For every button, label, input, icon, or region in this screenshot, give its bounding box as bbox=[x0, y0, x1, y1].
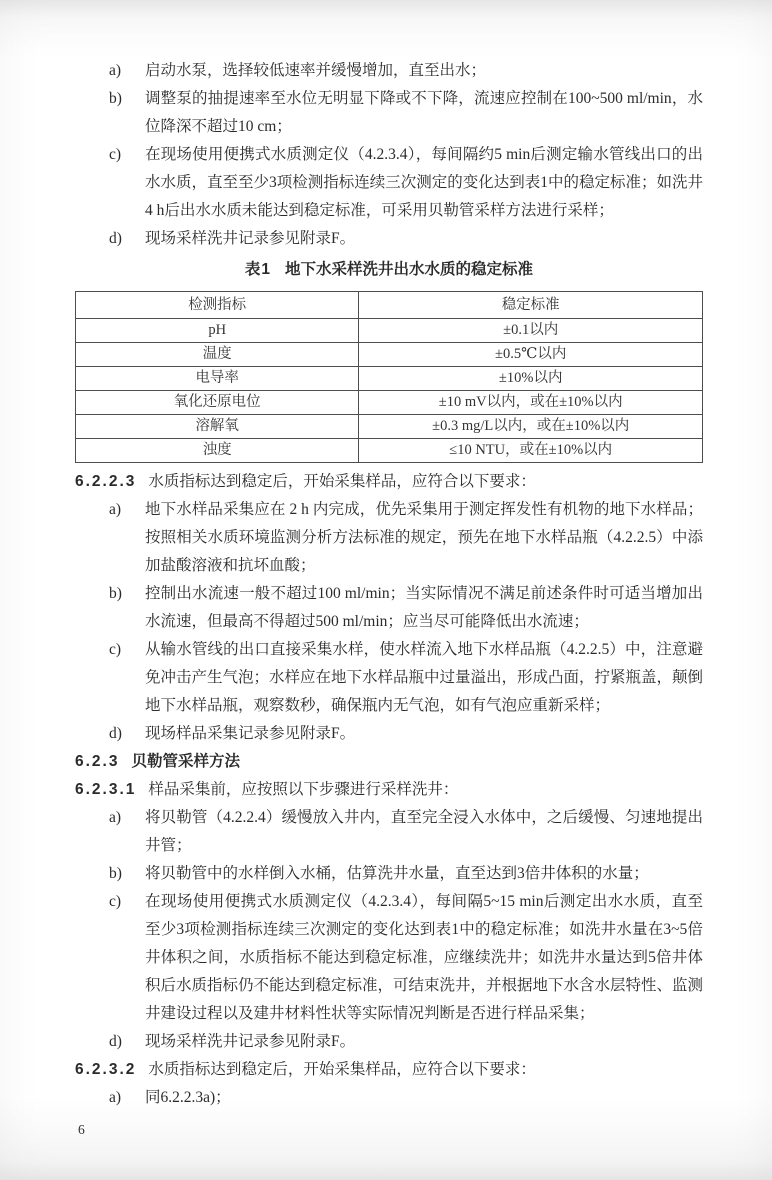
table-cell-standard: ±10%以内 bbox=[359, 367, 703, 391]
page-number: 6 bbox=[78, 1122, 85, 1137]
table-cell-indicator: 溶解氧 bbox=[76, 415, 359, 439]
list-item bbox=[75, 804, 703, 860]
list-item-label: a) bbox=[109, 1089, 122, 1106]
list-item-text: 控制出水流速一般不超过100 ml/min；当实际情况不满足前述条件时可适当增加出水流速，但最高不得超过500 ml/min；应当尽可能降低出水流速； bbox=[145, 585, 703, 630]
list-item bbox=[75, 141, 703, 225]
list-item-text: 将贝勒管（4.2.2.4）缓慢放入井内，直至完全浸入水体中，之后缓慢、匀速地提出井管； bbox=[145, 809, 703, 854]
clause-number: 6.2.2.3 bbox=[75, 473, 137, 490]
clause-number: 6.2.3.1 bbox=[75, 781, 137, 798]
table-caption-label: 表1 bbox=[244, 261, 272, 278]
list-item bbox=[75, 720, 703, 748]
lettered-list-6232 bbox=[75, 1084, 703, 1112]
list-item-label: d) bbox=[109, 1033, 122, 1050]
list-item-text: 从输水管线的出口直接采集水样，使水样流入地下水样品瓶（4.2.2.5）中，注意避免冲击产生气泡；水样应在地下水样品瓶中过量溢出，形成凸面，拧紧瓶盖，颠倒地下水样品瓶，观察数秒，确保瓶内无气泡，如有气泡应重新采样； bbox=[145, 641, 704, 714]
list-item bbox=[75, 496, 703, 580]
list-item-text: 现场采样洗井记录参见附录F。 bbox=[145, 1033, 356, 1050]
list-item-text: 同6.2.2.3a)； bbox=[145, 1089, 231, 1106]
list-item-text: 调整泵的抽提速率至水位无明显下降或不下降，流速应控制在100~500 ml/min，水位降深不超过10 cm； bbox=[145, 90, 703, 135]
clause-text: 水质指标达到稳定后，开始采集样品，应符合以下要求： bbox=[148, 1061, 536, 1078]
clause-6-2-3-2 bbox=[75, 1056, 703, 1084]
list-item bbox=[75, 1028, 703, 1056]
table-cell-indicator: pH bbox=[76, 319, 359, 343]
list-item bbox=[75, 85, 703, 141]
table-cell-standard: ±0.1以内 bbox=[359, 319, 703, 343]
table-cell-indicator: 电导率 bbox=[76, 367, 359, 391]
list-item-text: 启动水泵，选择较低速率并缓慢增加，直至出水； bbox=[145, 62, 487, 79]
list-item bbox=[75, 225, 703, 253]
table-row bbox=[76, 343, 703, 367]
list-item-label: d) bbox=[109, 230, 122, 247]
table-cell-standard: ±0.5℃以内 bbox=[359, 343, 703, 367]
table-header-row bbox=[76, 292, 703, 319]
heading-text: 贝勒管采样方法 bbox=[131, 753, 240, 770]
list-item-text: 将贝勒管中的水样倒入水桶，估算洗井水量，直至达到3倍井体积的水量； bbox=[145, 865, 649, 882]
lettered-list-6223 bbox=[75, 496, 703, 748]
list-item bbox=[75, 888, 703, 1028]
table-cell-standard: ≤10 NTU，或在±10%以内 bbox=[359, 439, 703, 463]
list-item-text: 现场采样洗井记录参见附录F。 bbox=[145, 230, 356, 247]
list-item-text: 现场样品采集记录参见附录F。 bbox=[145, 725, 356, 742]
table-row bbox=[76, 415, 703, 439]
list-item-label: a) bbox=[109, 501, 122, 518]
list-item-text: 在现场使用便携式水质测定仪（4.2.3.4），每间隔5~15 min后测定出水水质，直至至少3项检测指标连续三次测定的变化达到表1中的稳定标准；如洗井水量在3~5倍井体积之间，水质指标不能达到稳定标准，应继续洗井；如洗井水量达到5倍井体积后水质指标仍不能达到稳定标准，可结束洗井，并根据地下水含水层特性、监测井建设过程以及建井材料性状等实际情况判断是否进行样品采集； bbox=[145, 893, 704, 1022]
list-item bbox=[75, 636, 703, 720]
clause-number: 6.2.3.2 bbox=[75, 1061, 137, 1078]
table-cell-indicator: 浊度 bbox=[76, 439, 359, 463]
list-item bbox=[75, 1084, 703, 1112]
list-item-label: a) bbox=[109, 62, 122, 79]
list-item-label: b) bbox=[109, 585, 122, 602]
table-cell-standard: ±10 mV以内，或在±10%以内 bbox=[359, 391, 703, 415]
page-content bbox=[75, 57, 703, 1112]
table-cell-indicator: 氧化还原电位 bbox=[76, 391, 359, 415]
table-caption-title: 地下水采样洗井出水水质的稳定标准 bbox=[285, 261, 534, 278]
column-header-standard: 稳定标准 bbox=[359, 292, 703, 319]
list-item-label: b) bbox=[109, 90, 122, 107]
section-heading-6-2-3 bbox=[75, 748, 703, 776]
table-1 bbox=[75, 291, 703, 463]
list-item-label: c) bbox=[109, 893, 122, 910]
list-item-text: 在现场使用便携式水质测定仪（4.2.3.4），每间隔约5 min后测定输水管线出口的出水水质，直至至少3项检测指标连续三次测定的变化达到表1中的稳定标准；如洗井4 h后出水水质未能达到稳定标准，可采用贝勒管采样方法进行采样； bbox=[145, 146, 704, 219]
lettered-list-6222 bbox=[75, 57, 703, 253]
list-item-label: d) bbox=[109, 725, 122, 742]
table-row bbox=[76, 439, 703, 463]
clause-6-2-2-3 bbox=[75, 468, 703, 496]
table-row bbox=[76, 391, 703, 415]
table-caption bbox=[75, 256, 703, 284]
list-item-label: c) bbox=[109, 641, 122, 658]
table-row bbox=[76, 319, 703, 343]
list-item-label: c) bbox=[109, 146, 122, 163]
table-cell-standard: ±0.3 mg/L以内，或在±10%以内 bbox=[359, 415, 703, 439]
list-item bbox=[75, 860, 703, 888]
clause-text: 水质指标达到稳定后，开始采集样品，应符合以下要求： bbox=[148, 473, 536, 490]
list-item-text: 地下水样品采集应在 2 h 内完成，优先采集用于测定挥发性有机物的地下水样品；按照相关水质环境监测分析方法标准的规定，预先在地下水样品瓶（4.2.2.5）中添加盐酸溶液和抗坏血酸； bbox=[145, 501, 703, 574]
lettered-list-6231 bbox=[75, 804, 703, 1056]
table-row bbox=[76, 367, 703, 391]
clause-number: 6.2.3 bbox=[75, 753, 120, 770]
table-cell-indicator: 温度 bbox=[76, 343, 359, 367]
list-item-label: a) bbox=[109, 809, 122, 826]
clause-6-2-3-1 bbox=[75, 776, 703, 804]
column-header-indicator: 检测指标 bbox=[76, 292, 359, 319]
list-item bbox=[75, 580, 703, 636]
list-item bbox=[75, 57, 703, 85]
clause-text: 样品采集前，应按照以下步骤进行采样洗井： bbox=[148, 781, 459, 798]
list-item-label: b) bbox=[109, 865, 122, 882]
